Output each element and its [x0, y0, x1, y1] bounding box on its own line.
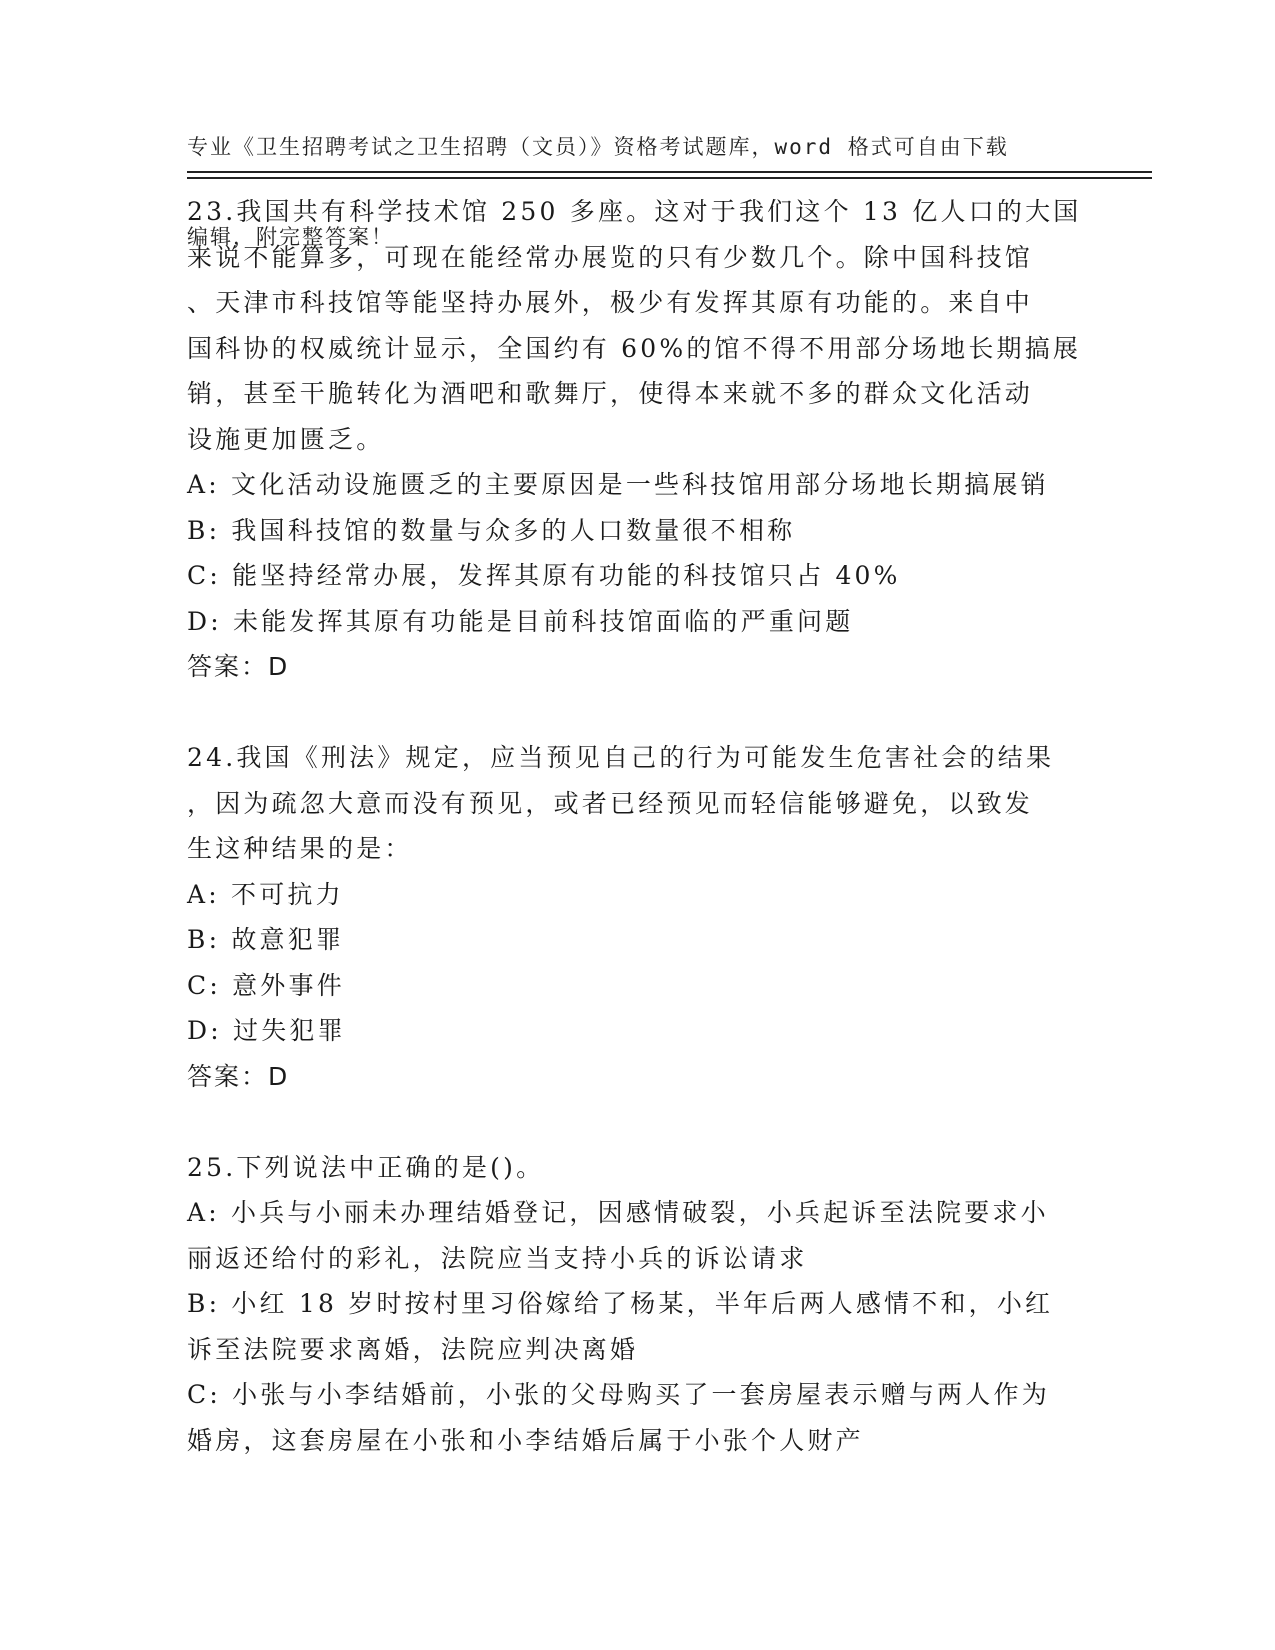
option-a: A: 小兵与小丽未办理结婚登记，因感情破裂，小兵起诉至法院要求小 [187, 1198, 1049, 1227]
stem-line: 生这种结果的是： [187, 834, 413, 863]
option-d: D: 未能发挥其原有功能是目前科技馆面临的严重问题 [187, 606, 854, 636]
question-23 [187, 189, 1087, 690]
answer-label: 答案：D [187, 1061, 290, 1091]
option-list [187, 462, 1087, 644]
option-d: D: 过失犯罪 [187, 1016, 346, 1045]
stem-line: 25.下列说法中正确的是()。 [187, 1152, 545, 1182]
question-25 [187, 1145, 1087, 1464]
stem-line: ，因为疏忽大意而没有预见，或者已经预见而轻信能够避免，以致发 [187, 788, 1034, 818]
stem-line: 来说不能算多，可现在能经常办展览的只有少数几个。除中国科技馆 [187, 242, 1034, 272]
header-line-2: 编辑，附完整答案！ [187, 225, 394, 249]
header-rule-bottom [187, 177, 1152, 179]
stem-line: 23.我国共有科学技术馆 250 多座。这对于我们这个 13 亿人口的大国 [187, 197, 1082, 226]
question-stem [187, 735, 1087, 872]
stem-line: 销，甚至干脆转化为酒吧和歌舞厅，使得本来就不多的群众文化活动 [187, 379, 1034, 408]
option-a-continued: 丽返还给付的彩礼，法院应当支持小兵的诉讼请求 [187, 1243, 808, 1273]
question-stem [187, 1145, 1087, 1191]
stem-line: 国科协的权威统计显示，全国约有 60%的馆不得不用部分场地长期搞展 [187, 333, 1082, 363]
option-list [187, 872, 1087, 1054]
option-c: C: 能坚持经常办展，发挥其原有功能的科技馆只占 40% [187, 561, 901, 590]
stem-line: 24.我国《刑法》规定，应当预见自己的行为可能发生危害社会的结果 [187, 743, 1055, 772]
option-a: A: 文化活动设施匮乏的主要原因是一些科技馆用部分场地长期搞展销 [187, 470, 1049, 499]
spacer [187, 1099, 1087, 1145]
option-b: B: 小红 18 岁时按村里习俗嫁给了杨某，半年后两人感情不和，小红 [187, 1289, 1054, 1318]
option-b: B: 故意犯罪 [187, 925, 345, 954]
question-24 [187, 735, 1087, 1099]
option-c-continued: 婚房，这套房屋在小张和小李结婚后属于小张个人财产 [187, 1425, 864, 1455]
option-list [187, 1190, 1087, 1463]
question-list [187, 189, 1087, 1463]
header-rule-top [187, 171, 1152, 173]
question-stem [187, 189, 1087, 462]
spacer [187, 690, 1087, 736]
option-b: B: 我国科技馆的数量与众多的人口数量很不相称 [187, 515, 796, 545]
stem-line: 、天津市科技馆等能坚持办展外，极少有发挥其原有功能的。来自中 [187, 288, 1034, 317]
answer-label: 答案：D [187, 652, 290, 681]
option-c: C: 小张与小李结婚前，小张的父母购买了一套房屋表示赠与两人作为 [187, 1380, 1050, 1409]
option-c: C: 意外事件 [187, 970, 345, 1000]
stem-line: 设施更加匮乏。 [187, 424, 385, 454]
option-b-continued: 诉至法院要求离婚，法院应判决离婚 [187, 1334, 639, 1364]
option-a: A: 不可抗力 [187, 879, 344, 909]
header-line-1: 专业《卫生招聘考试之卫生招聘（文员）》资格考试题库，word 格式可自由下载 [187, 135, 1009, 159]
